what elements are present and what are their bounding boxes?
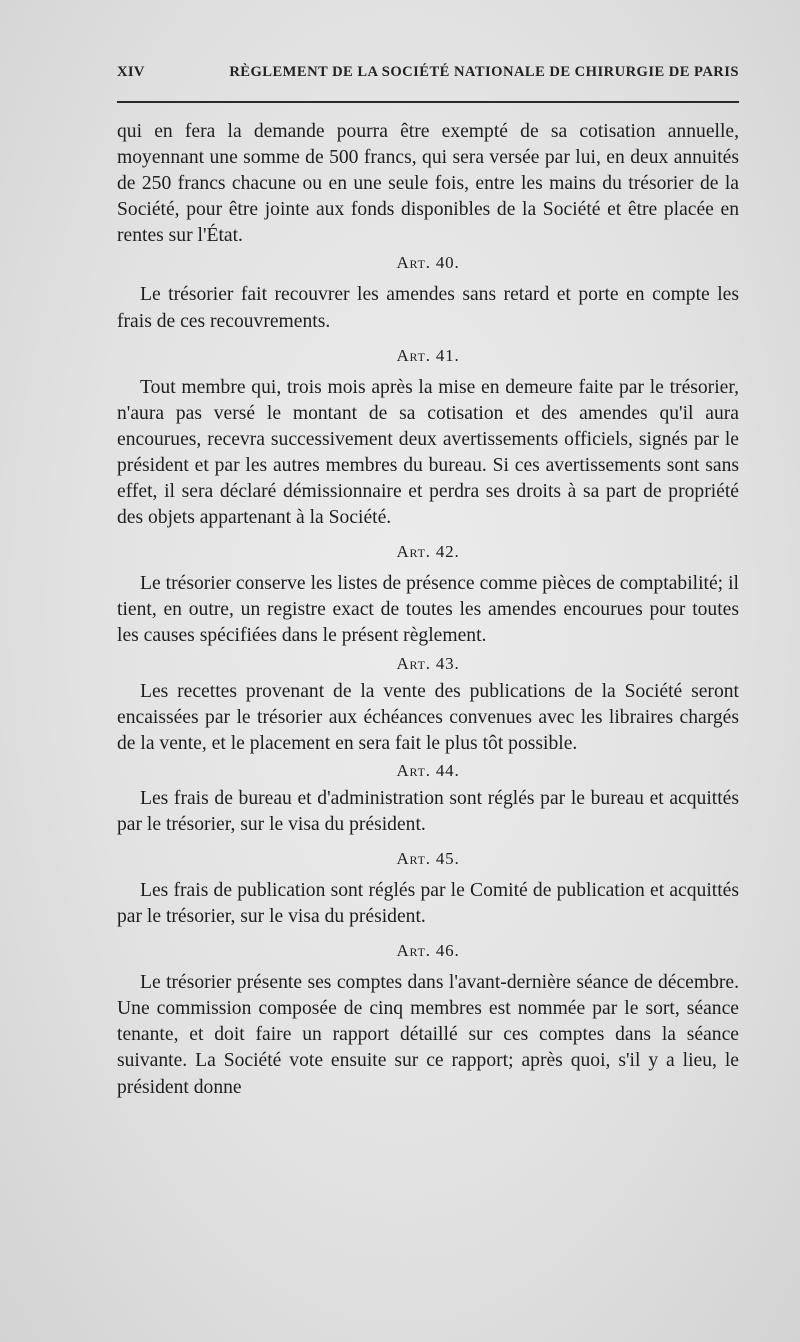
- article-label: Art.: [396, 941, 431, 961]
- paragraph: qui en fera la demande pourra être exempté de sa cotisation annuelle, moyennant une somme de 500 francs, qui sera versée par lui, en deux annuités de 250 francs chacune ou en une seule fois, entre les mains du trésorier de la Société, pour être jointe aux fonds disponibles de la Société et être placée en rentes sur l'État.: [117, 121, 739, 247]
- article-label: Art.: [396, 653, 431, 673]
- running-title: RÈGLEMENT DE LA SOCIÉTÉ NATIONALE DE CHIRURGIE DE PARIS: [229, 64, 739, 80]
- article-number: 44.: [435, 760, 460, 780]
- article-heading: [117, 846, 739, 872]
- article-number: 46.: [435, 941, 460, 961]
- paragraph: Le trésorier fait recouvrer les amendes sans retard et porte en compte les frais de ces recouvrements.: [117, 284, 739, 332]
- article-heading: [117, 250, 739, 276]
- article-label: Art.: [396, 542, 431, 562]
- article-heading: [117, 758, 739, 784]
- article-heading: [117, 938, 739, 964]
- paragraph: Le trésorier conserve les listes de présence comme pièces de comptabilité; il tient, en outre, un registre exact de toutes les amendes encourues pour toutes les causes spécifiées dans le présent règlement.: [117, 573, 739, 647]
- article-heading: [117, 651, 739, 677]
- paragraph: Tout membre qui, trois mois après la mise en demeure faite par le trésorier, n'aura pas versé le montant de sa cotisation et des amendes qu'il aura encourues, recevra successivement deux avertissements officiels, signés par le président et par les autres membres du bureau. Si ces avertissements sont sans effet, il sera déclaré démissionnaire et perdra ses droits à sa part de propriété des objets appartenant à la Société.: [117, 376, 739, 529]
- article-number: 42.: [435, 542, 460, 562]
- article-label: Art.: [396, 345, 431, 365]
- paragraph: Le trésorier présente ses comptes dans l'avant-dernière séance de décembre. Une commission composée de cinq membres est nommée par le sort, séance tenante, et doit faire un rapport détaillé sur ces comptes dans la séance suivante. La Société vote ensuite sur ce rapport; après quoi, s'il y a lieu, le président donne: [117, 972, 739, 1098]
- article-number: 41.: [435, 345, 460, 365]
- page-body: [117, 119, 739, 1101]
- page-number: XIV: [117, 64, 145, 80]
- paragraph: Les frais de bureau et d'administration sont réglés par le bureau et acquittés par le trésorier, sur le visa du président.: [117, 787, 739, 835]
- article-heading: [117, 539, 739, 565]
- article-heading: [117, 343, 739, 369]
- article-number: 45.: [435, 848, 460, 868]
- running-header: [117, 64, 739, 81]
- paragraph: Les frais de publication sont réglés par le Comité de publication et acquittés par le trésorier, sur le visa du président.: [117, 879, 739, 928]
- article-number: 43.: [435, 653, 460, 673]
- header-rule: [117, 101, 739, 103]
- article-number: 40.: [435, 253, 460, 273]
- article-label: Art.: [396, 760, 431, 780]
- article-label: Art.: [396, 253, 431, 273]
- article-label: Art.: [396, 848, 431, 868]
- paragraph: Les recettes provenant de la vente des publications de la Société seront encaissées par le trésorier aux échéances convenues avec les libraires chargés de la vente, et le placement en sera fait le plus tôt possible.: [117, 680, 739, 754]
